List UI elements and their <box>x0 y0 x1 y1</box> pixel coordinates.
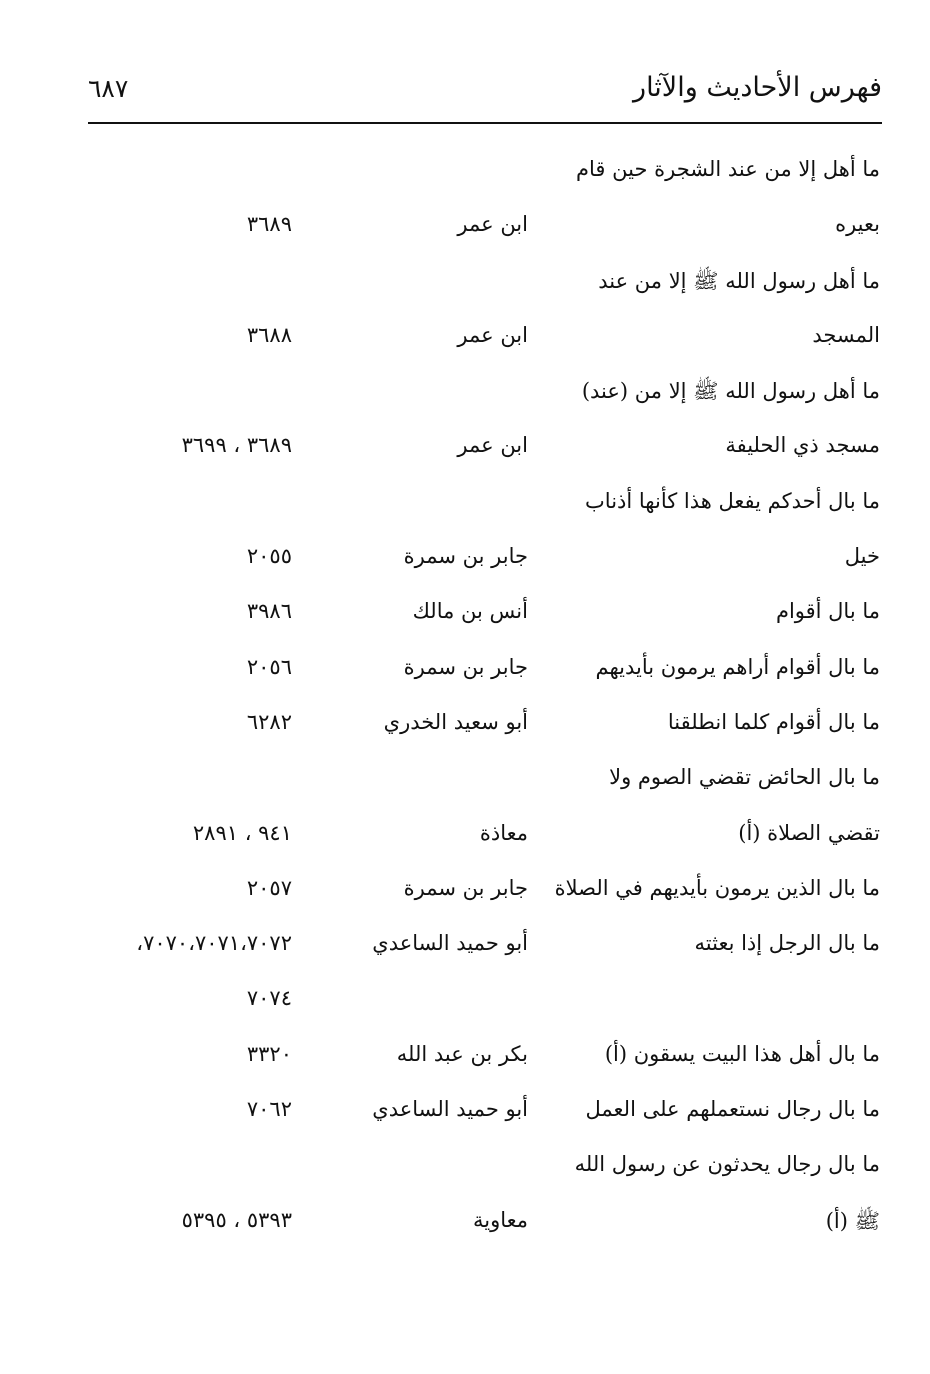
hadith-text: المسجد <box>812 322 880 347</box>
narrator: أنس بن مالك <box>412 599 528 624</box>
index-row <box>0 1140 930 1195</box>
narrator: أبو سعيد الخدري <box>383 709 528 734</box>
hadith-numbers: ٦٢٨٢ <box>246 709 292 734</box>
index-row <box>0 532 930 587</box>
hadith-text: ما بال الذين يرمون بأيديهم في الصلاة <box>554 875 880 900</box>
index-entries <box>0 145 930 1251</box>
page-number: ٦٨٧ <box>88 74 129 103</box>
hadith-numbers: ٣٦٨٩ ، ٣٦٩٩ <box>181 433 292 458</box>
page-header <box>88 68 882 116</box>
hadith-text: ﷺ (أ) <box>825 1208 880 1233</box>
narrator: معاوية <box>472 1207 528 1232</box>
index-row <box>0 809 930 864</box>
index-row <box>0 643 930 698</box>
narrator: جابر بن سمرة <box>403 654 528 679</box>
index-row <box>0 1196 930 1251</box>
hadith-numbers: ٧٠٦٢ <box>246 1097 292 1122</box>
index-row <box>0 256 930 311</box>
hadith-numbers: ٣٦٨٨ <box>246 322 292 347</box>
narrator: جابر بن سمرة <box>403 875 528 900</box>
index-row <box>0 366 930 421</box>
hadith-numbers: ٣٣٢٠ <box>246 1041 292 1066</box>
hadith-text: ما أهل رسول الله ﷺ إلا من (عند) <box>581 379 880 404</box>
hadith-text: ما بال أهل هذا البيت يسقون (أ) <box>604 1041 880 1066</box>
hadith-text: ما بال رجال يحدثون عن رسول الله <box>574 1152 880 1177</box>
index-row <box>0 200 930 255</box>
narrator: جابر بن سمرة <box>403 544 528 569</box>
hadith-text: ما بال رجال نستعملهم على العمل <box>585 1097 880 1122</box>
index-row <box>0 421 930 476</box>
index-row <box>0 1085 930 1140</box>
hadith-numbers: ٢٠٥٧ <box>246 875 292 900</box>
hadith-numbers: ٢٠٥٥ <box>246 544 292 569</box>
running-title: فهرس الأحاديث والآثار <box>633 72 882 103</box>
index-row <box>0 477 930 532</box>
hadith-numbers: ٧٠٧٤ <box>246 986 292 1011</box>
hadith-text: بعيره <box>835 212 880 237</box>
index-row <box>0 587 930 642</box>
narrator: بكر بن عبد الله <box>396 1041 528 1066</box>
hadith-numbers: ٣٦٨٩ <box>246 212 292 237</box>
narrator: ابن عمر <box>457 433 528 458</box>
hadith-text: ما بال أحدكم يفعل هذا كأنها أذناب <box>585 488 880 513</box>
hadith-text: ما أهل إلا من عند الشجرة حين قام <box>576 157 880 181</box>
hadith-text: ما بال الرجل إذا بعثته <box>694 931 880 956</box>
narrator: أبو حميد الساعدي <box>372 1097 528 1122</box>
index-row <box>0 698 930 753</box>
hadith-text: مسجد ذي الحليفة <box>725 433 880 458</box>
index-row <box>0 864 930 919</box>
hadith-numbers: ٩٤١ ، ٢٨٩١ <box>192 820 292 845</box>
index-row <box>0 311 930 366</box>
hadith-text: تقضي الصلاة (أ) <box>738 820 880 845</box>
narrator: أبو حميد الساعدي <box>372 931 528 956</box>
hadith-text: ما بال أقوام أراهم يرمون بأيديهم <box>595 654 880 679</box>
index-row <box>0 145 930 200</box>
hadith-text: ما بال أقوام <box>775 599 880 624</box>
hadith-text: ما بال أقوام كلما انطلقنا <box>667 709 880 734</box>
narrator: ابن عمر <box>457 322 528 347</box>
hadith-text: ما أهل رسول الله ﷺ إلا من عند <box>598 268 880 293</box>
header-rule <box>88 122 882 124</box>
narrator: معاذة <box>479 820 528 845</box>
index-row <box>0 919 930 974</box>
index-row <box>0 1030 930 1085</box>
narrator: ابن عمر <box>457 212 528 237</box>
hadith-text: ما بال الحائض تقضي الصوم ولا <box>609 765 880 790</box>
hadith-text: خيل <box>844 544 880 569</box>
hadith-numbers: ٥٣٩٣ ، ٥٣٩٥ <box>181 1207 292 1232</box>
hadith-numbers: ٣٩٨٦ <box>246 599 292 624</box>
index-row <box>0 974 930 1029</box>
hadith-numbers: ٧٠٧٠،٧٠٧١،٧٠٧٢، <box>136 931 292 956</box>
hadith-numbers: ٢٠٥٦ <box>246 654 292 679</box>
index-row <box>0 753 930 808</box>
